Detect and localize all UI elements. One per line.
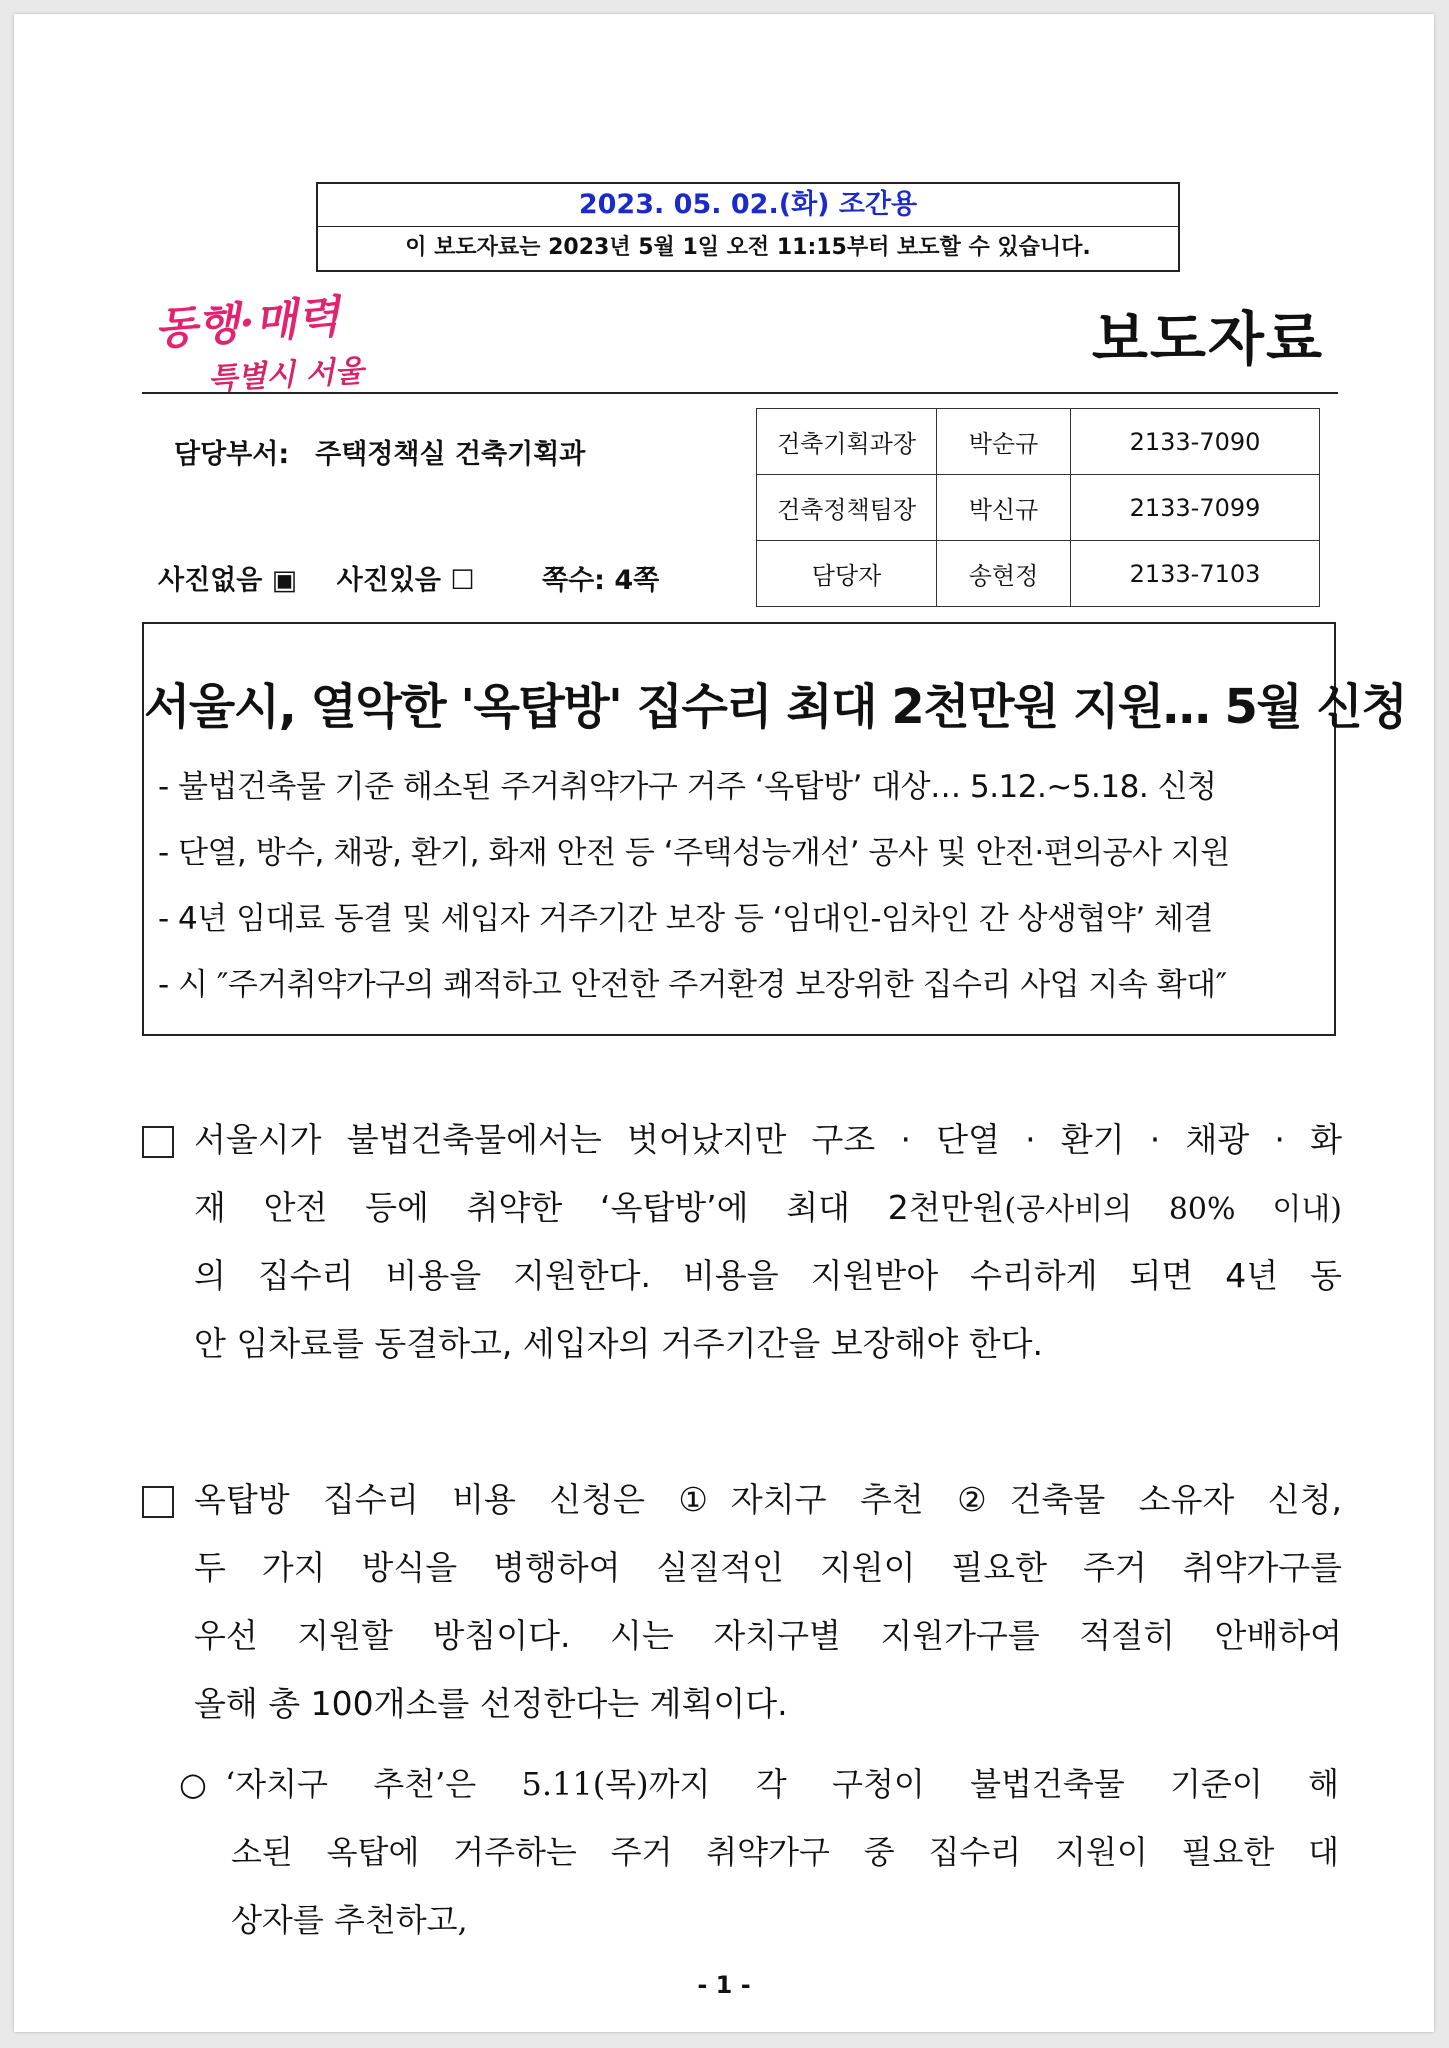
paragraph-line: 두 가지 방식을 병행하여 실질적인 지원이 필요한 주거 취약가구를 (194, 1548, 1342, 1587)
paragraph-line (179, 1750, 1339, 1818)
contact-phone: 2133-7099 (1071, 475, 1320, 541)
contact-row (757, 409, 1320, 475)
no-photo-label: 사진없음 (158, 565, 263, 596)
paragraph-2 (142, 1466, 1342, 1738)
contact-row (757, 541, 1320, 607)
paragraph-line: 안 임차료를 동결하고, 세입자의 거주기간을 보장해야 한다. (194, 1324, 1043, 1363)
seoul-logo (152, 286, 365, 398)
contact-title: 담당자 (757, 541, 937, 607)
logo-line1: 동행·매력 (152, 291, 342, 356)
embargo-note: 이 보도자료는 2023년 5월 1일 오전 11:15부터 보도할 수 있습니다. (405, 235, 1091, 260)
contact-table (756, 408, 1320, 607)
release-date: 2023. 05. 02.(화) 조간용 (318, 184, 1178, 227)
headline-box (142, 622, 1407, 1036)
circle-bullet-item (179, 1750, 1339, 1954)
photo-info (158, 558, 659, 597)
contact-name: 박순규 (937, 409, 1071, 475)
subtitle-item: - 불법건축물 기준 해소된 주거취약가구 거주 ‘옥탑방’ 대상… 5.12.~5.18. 신청 (158, 769, 1217, 805)
paragraph-line: 옥탑방 집수리 비용 신청은 ①자치구 추천 ②건축물 소유자 신청, (194, 1480, 1342, 1519)
subtitle-item: - 단열, 방수, 채광, 환기, 화재 안전 등 ‘주택성능개선’ 공사 및 안전·편의공사 지원 (158, 835, 1230, 871)
paragraph-line: 의 집수리 비용을 지원한다. 비용을 지원받아 수리하게 되면 4년 동 (194, 1256, 1342, 1295)
square-bullet-icon (142, 1486, 174, 1518)
contact-phone: 2133-7103 (1071, 541, 1320, 607)
embargo-box (316, 182, 1180, 272)
has-photo-label: 사진있음 (336, 565, 441, 596)
paragraph-line: 우선 지원할 방침이다. 시는 자치구별 지원가구를 적절히 안배하여 (194, 1616, 1342, 1655)
paragraph-line: 상자를 추천하고, (231, 1901, 468, 1939)
pages-value: 4쪽 (614, 565, 660, 596)
headline-subtitles (158, 754, 1230, 1018)
headline-title: 서울시, 열악한 '옥탑방' 집수리 최대 2천만원 지원… 5월 신청 (144, 679, 1407, 735)
doc-type-title: 보도자료 (1091, 305, 1324, 373)
page-number: - 1 - (697, 1971, 751, 1999)
contact-name: 송현정 (937, 541, 1071, 607)
paragraph-line (142, 1174, 1342, 1242)
contact-name: 박신규 (937, 475, 1071, 541)
contact-row (757, 475, 1320, 541)
paragraph-text: ‘자치구 추천’은 5.11(목)까지 각 구청이 불법건축물 기준이 해 (225, 1765, 1339, 1803)
contact-phone: 2133-7090 (1071, 409, 1320, 475)
logo-line2: 특별시 서울 (207, 353, 365, 398)
paragraph-note: (공사비의 80% 이내) (1004, 1192, 1342, 1227)
department-label: 담당부서: (174, 439, 290, 470)
paragraph-text: 재 안전 등에 취약한 ‘옥탑방’에 최대 2천만원 (194, 1188, 1005, 1227)
contact-title: 건축기획과장 (757, 409, 937, 475)
paragraph-line: 올해 총 100개소를 선정한다는 계획이다. (194, 1684, 788, 1723)
document-page (14, 14, 1434, 2032)
no-photo-checkbox-icon: ▣ (271, 565, 298, 596)
department-value: 주택정책실 건축기획과 (315, 439, 586, 470)
circle-bullet-icon: ○ (179, 1765, 207, 1803)
department (174, 432, 585, 471)
header-divider (142, 392, 1338, 394)
subtitle-item: - 4년 임대료 동결 및 세입자 거주기간 보장 등 ‘임대인-임차인 간 상생협약’ 체결 (158, 901, 1213, 937)
has-photo-checkbox-icon: ☐ (450, 565, 475, 596)
paragraph-line: 서울시가 불법건축물에서는 벗어났지만 구조 · 단열 · 환기 · 채광 · 화 (194, 1120, 1342, 1159)
subtitle-item: - 시 ″주거취약가구의 쾌적하고 안전한 주거환경 보장위한 집수리 사업 지속 확대″ (158, 967, 1227, 1003)
paragraph-1 (142, 1106, 1342, 1378)
square-bullet-icon (142, 1126, 174, 1158)
paragraph-line: 소된 옥탑에 거주하는 주거 취약가구 중 집수리 지원이 필요한 대 (231, 1833, 1339, 1871)
pages-label: 쪽수: (542, 565, 605, 596)
contact-title: 건축정책팀장 (757, 475, 937, 541)
